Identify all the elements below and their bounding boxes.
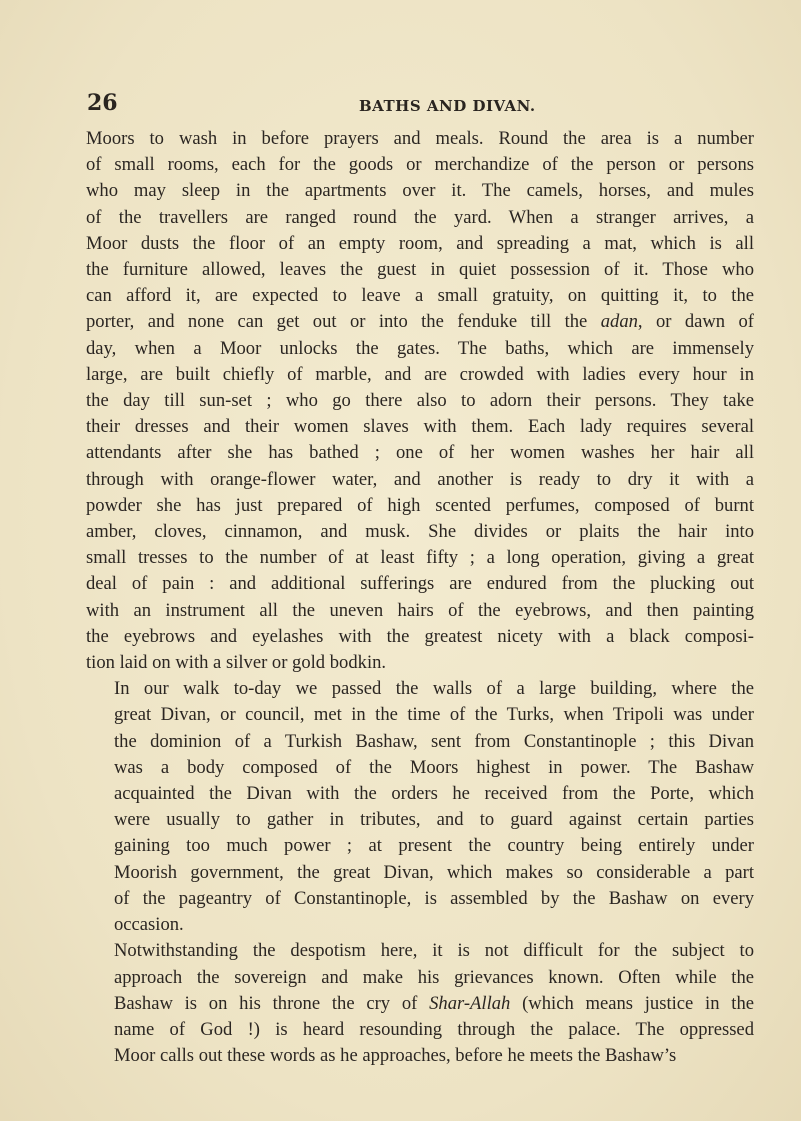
text-line: Moor dusts the floor of an empty room, and spreading a mat, which is all [86,232,754,254]
text-line: Moors to wash in before prayers and meals. Round the area is a number [86,128,754,149]
text-line: gaining too much power ; at present the country being entirely under [114,835,754,857]
text-line: Bashaw is on his throne the cry of Shar-Allah (which means justice in the [114,992,754,1014]
text-line: great Divan, or council, met in the time of the Turks, when Tripoli was under [114,704,754,726]
text-line: day, when a Moor unlocks the gates. The baths, which are immensely [86,337,754,359]
text-line: tion laid on with a silver or gold bodkin. [86,652,387,674]
text-line: Moorish government, the great Divan, which makes so considerable a part [114,861,754,883]
text-line: the furniture allowed, leaves the guest in quiet possession of it. Those who [86,259,754,281]
text-line: acquainted the Divan with the orders he received from the Porte, which [114,783,754,805]
text-line: approach the sovereign and make his grievances known. Often while the [114,966,754,988]
text-line: the eyebrows and eyelashes with the greatest nicety with a black composi- [86,625,754,647]
text-line: powder she has just prepared of high scented perfumes, composed of burnt [86,494,754,516]
text-line: can afford it, are expected to leave a small gratuity, on quitting it, to the [86,285,754,307]
text-line: occasion. [114,914,184,936]
paragraph [86,938,754,1069]
page-header [87,90,747,120]
text-line: In our walk to-day we passed the walls of a large building, where the [114,678,754,700]
paragraph [86,676,754,938]
text-line: porter, and none can get out or into the fenduke till the adan, or dawn of [86,311,754,333]
text-line: name of God !) is heard resounding through the palace. The oppressed [114,1018,754,1040]
text-line: large, are built chiefly of marble, and are crowded with ladies every hour in [86,363,754,385]
text-line: of the travellers are ranged round the yard. When a stranger arrives, a [86,206,754,228]
text-line: of small rooms, each for the goods or merchandize of the person or persons [86,154,754,176]
text-line: was a body composed of the Moors highest in power. The Bashaw [114,756,754,778]
text-line: the dominion of a Turkish Bashaw, sent from Constantinople ; this Divan [114,730,754,752]
text-line: amber, cloves, cinnamon, and musk. She divides or plaits the hair into [86,521,754,543]
text-line: through with orange-flower water, and another is ready to dry it with a [86,468,754,490]
text-line: Moor calls out these words as he approaches, before he meets the Bashaw’s [114,1045,677,1067]
text-line: attendants after she has bathed ; one of her women washes her hair all [86,442,754,464]
text-line: small tresses to the number of at least fifty ; a long operation, giving a great [86,547,754,569]
page-number: 26 [87,90,118,116]
text-line: with an instrument all the uneven hairs of the eyebrows, and then painting [86,599,754,621]
text-line: the day till sun-set ; who go there also to adorn their persons. They take [86,390,754,412]
italic-term: Shar-Allah [429,992,511,1014]
text-line: of the pageantry of Constantinople, is assembled by the Bashaw on every [114,887,754,909]
running-title: BATHS AND DIVAN. [359,97,536,115]
text-line: who may sleep in the apartments over it. The camels, horses, and mules [86,180,754,202]
text-line: were usually to gather in tributes, and to guard against certain parties [114,809,754,831]
text-line: Notwithstanding the despotism here, it is not difficult for the subject to [114,940,754,962]
body-text [86,126,754,1069]
paragraph [86,126,754,676]
text-line: their dresses and their women slaves with them. Each lady requires several [86,416,754,438]
italic-term: adan [600,311,638,333]
text-line: deal of pain : and additional sufferings are endured from the plucking out [86,573,754,595]
